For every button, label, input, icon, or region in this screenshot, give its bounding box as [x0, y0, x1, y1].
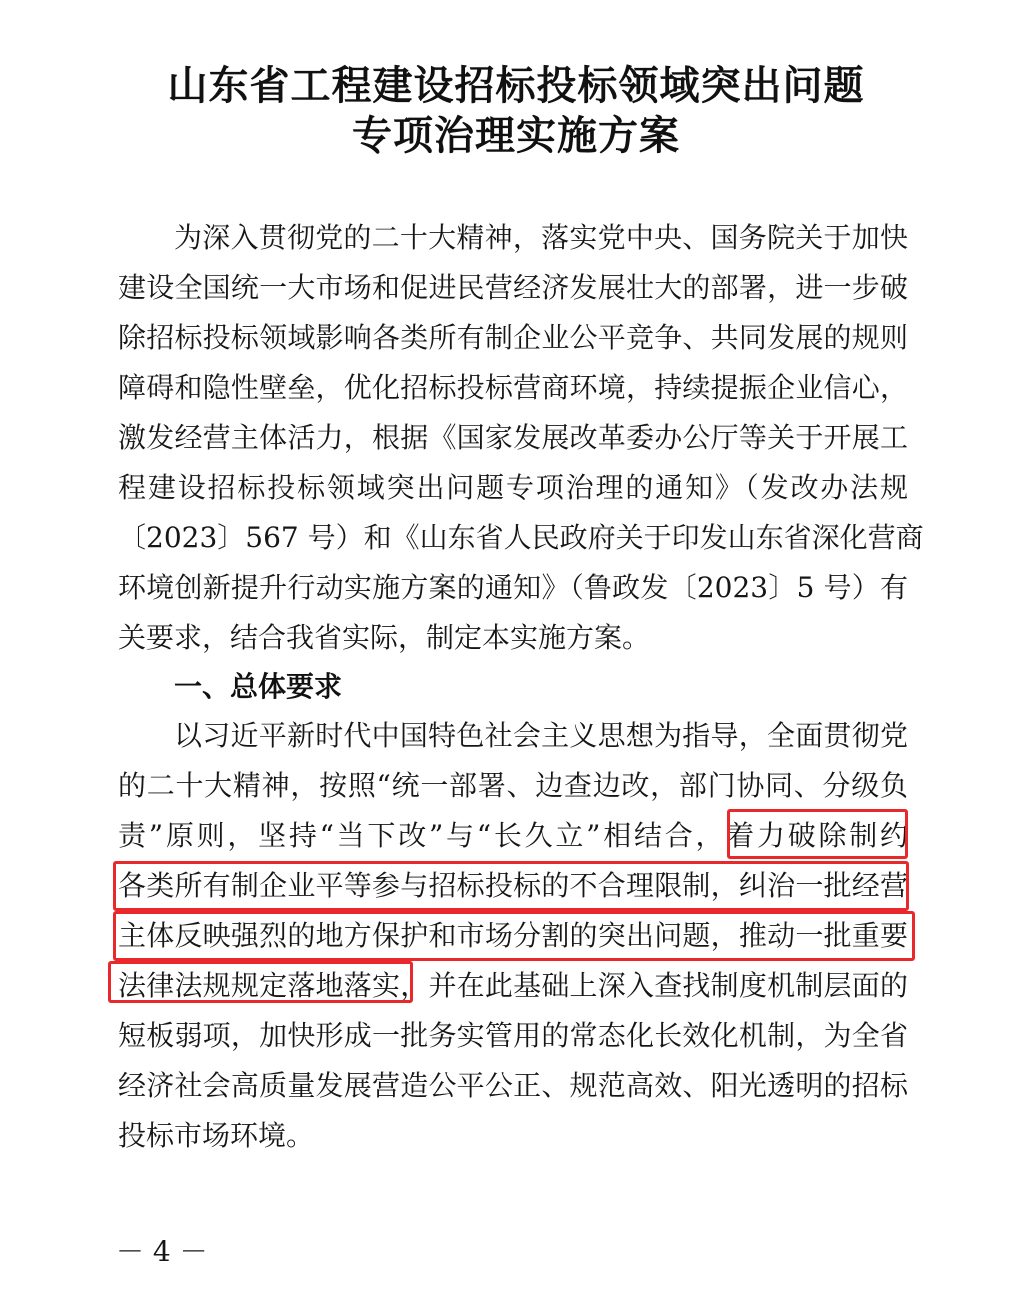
section-paragraph-line: 法律法规规定落地落实，并在此基础上深入查找制度机制层面的 [118, 969, 908, 1002]
document-title-line-2: 专项治理实施方案 [352, 113, 680, 159]
intro-paragraph-line: 建设全国统一大市场和促进民营经济发展壮大的部署，进一步破 [118, 271, 908, 304]
section-paragraph-line: 主体反映强烈的地方保护和市场分割的突出问题，推动一批重要 [118, 919, 908, 952]
section-paragraph-line: 的二十大精神，按照“统一部署、边查边改，部门协同、分级负 [118, 769, 908, 802]
section-paragraph-line: 经济社会高质量发展营造公平公正、规范高效、阳光透明的招标 [118, 1069, 908, 1102]
section-paragraph-line: 以习近平新时代中国特色社会主义思想为指导，全面贯彻党 [174, 719, 908, 752]
intro-paragraph-line: 〔2023〕567 号）和《山东省人民政府关于印发山东省深化营商 [118, 521, 924, 554]
intro-paragraph-line: 关要求，结合我省实际，制定本实施方案。 [118, 621, 651, 654]
section-paragraph-line: 短板弱项，加快形成一批务实管用的常态化长效化机制，为全省 [118, 1019, 908, 1052]
section-paragraph-line: 各类所有制企业平等参与招标投标的不合理限制，纠治一批经营 [118, 869, 908, 902]
intro-paragraph-line: 程建设招标投标领域突出问题专项治理的通知》（发改办法规 [118, 471, 908, 504]
page-number: － 4 － [116, 1235, 208, 1268]
section-paragraph-line: 投标市场环境。 [118, 1119, 315, 1152]
section-heading: 一、总体要求 [174, 670, 343, 703]
intro-paragraph-line: 激发经营主体活力，根据《国家发展改革委办公厅等关于开展工 [118, 421, 908, 454]
intro-paragraph-line: 障碍和隐性壁垒，优化招标投标营商环境，持续提振企业信心， [118, 371, 908, 404]
section-paragraph-line: 责”原则，坚持“当下改”与“长久立”相结合，着力破除制约 [118, 819, 908, 852]
intro-paragraph-line: 为深入贯彻党的二十大精神，落实党中央、国务院关于加快 [174, 221, 908, 254]
intro-paragraph-line: 环境创新提升行动实施方案的通知》（鲁政发〔2023〕5 号）有 [118, 571, 908, 604]
intro-paragraph-line: 除招标投标领域影响各类所有制企业公平竞争、共同发展的规则 [118, 321, 908, 354]
document-title-line-1: 山东省工程建设招标投标领域突出问题 [167, 63, 865, 109]
